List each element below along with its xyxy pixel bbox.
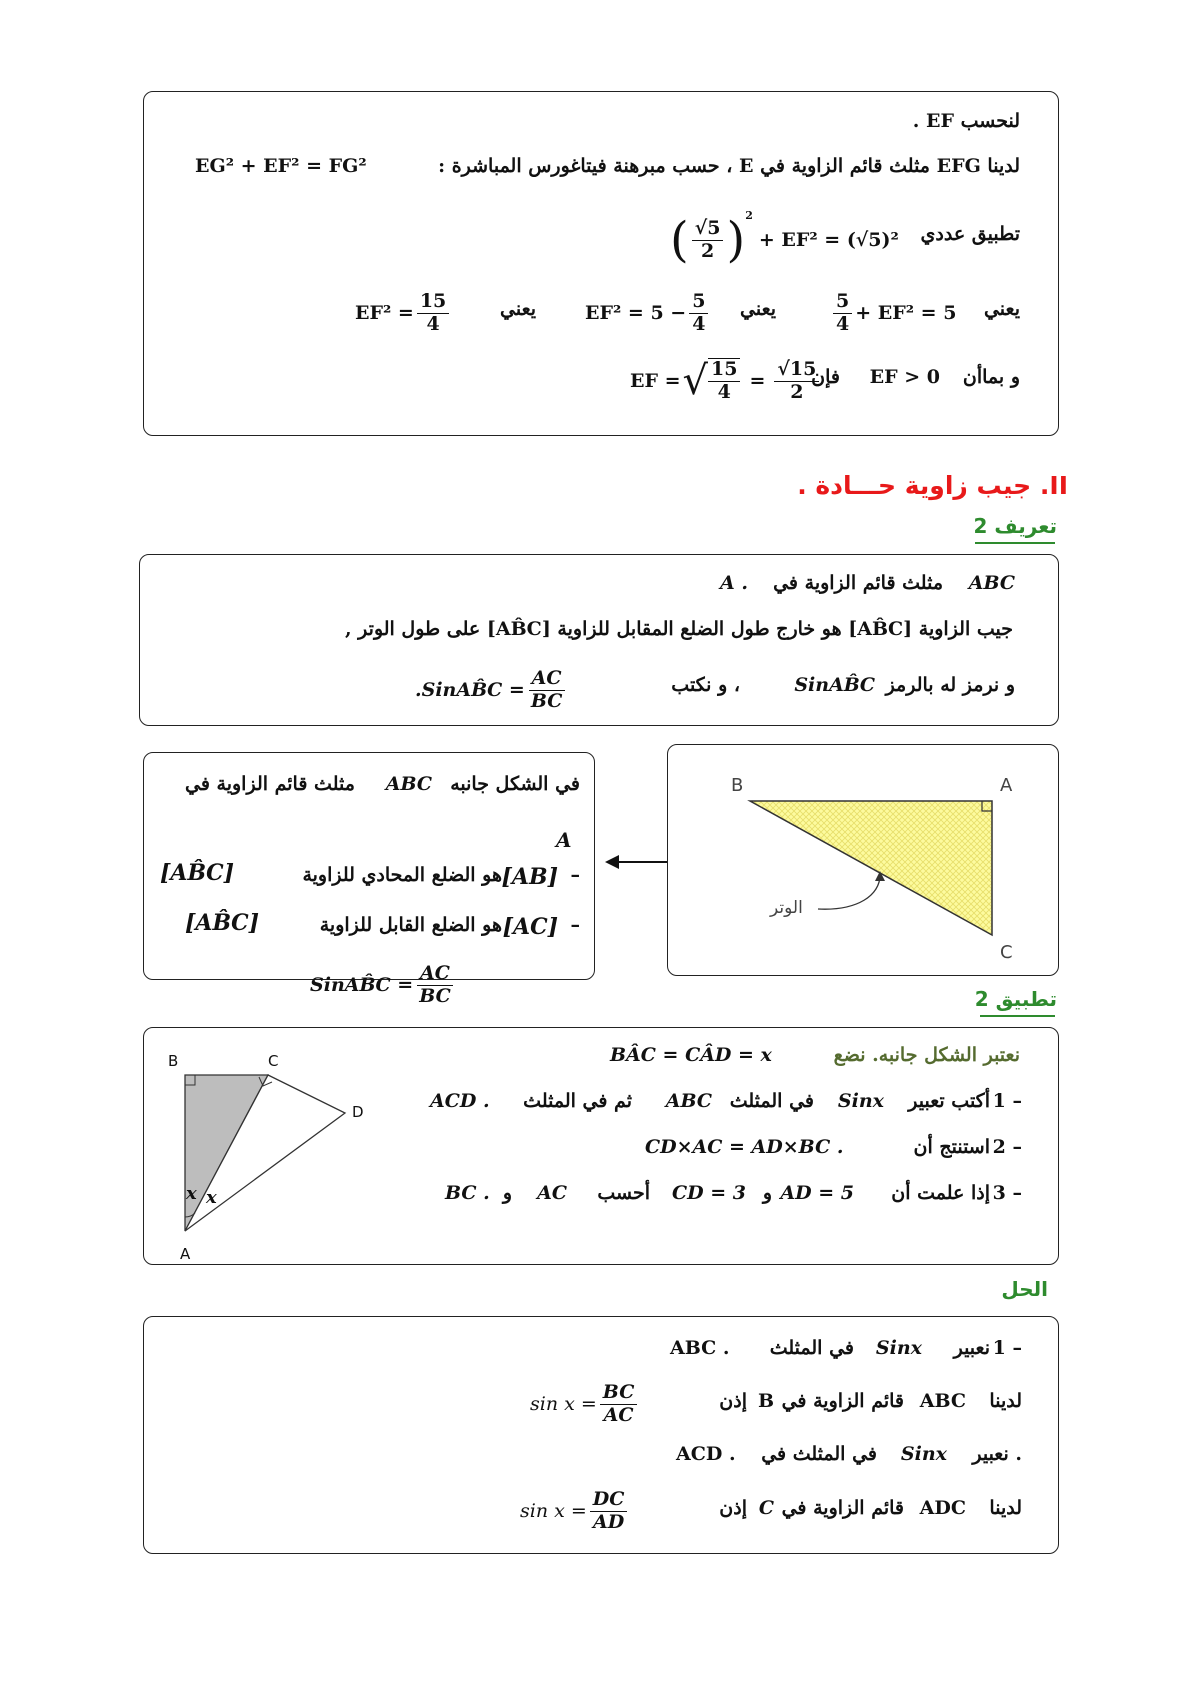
expl-sin-formula: SinAB̂C = $\frac{AC}{BC}$ <box>310 955 457 1015</box>
q1-sin: Sinx <box>837 1090 884 1112</box>
solution-label: الحل <box>1001 1277 1048 1301</box>
application-underline <box>980 1015 1055 1017</box>
numeric-application-label: تطبيق عددي <box>920 223 1020 245</box>
q3-bc: BC . <box>445 1182 490 1204</box>
fig2-B-label: B <box>168 1052 179 1070</box>
sol-line2: لدينا ABC قائم الزاوية في B إذن sin x = $\frac{BC}{AC}$ <box>530 1373 1022 1435</box>
yani-3: يعني <box>500 298 537 320</box>
def-symbol: SinAB̂C <box>794 674 875 696</box>
eq-b: EF² = 5 − $\frac{5}{4}$ <box>585 283 711 343</box>
expl-text2: مثلث قائم الزاوية في <box>185 773 355 795</box>
def-write-text: ، و نكتب <box>671 674 740 696</box>
section-title: II. جيب زاوية حـــادة . <box>797 471 1068 500</box>
exercise-figure <box>165 1055 385 1255</box>
expl-text1: في الشكل جانبه <box>450 773 580 795</box>
fig2-C-label: C <box>268 1052 279 1070</box>
ef-positive: EF > 0 <box>869 366 940 388</box>
right-triangle-figure <box>668 745 1056 973</box>
box1-line4 <box>350 283 1020 343</box>
sol1-sin: Sinx <box>875 1337 922 1359</box>
opposite-angle: [AB̂C] <box>185 910 259 936</box>
box1-line1: لنحسب EF . <box>912 110 1020 132</box>
def-symbol-text: و نرمز له بالرمز <box>885 674 1015 696</box>
sol1-triangle: ABC . <box>670 1337 730 1359</box>
then-text: فإن <box>811 366 840 388</box>
fig2-D-label: D <box>352 1103 364 1121</box>
expl-line3: – [AB] هو الضلع المحادي للزاوية [AB̂C] <box>160 860 580 890</box>
q1-triangle1: ABC <box>665 1090 712 1112</box>
box1-line5 <box>630 348 1020 414</box>
definition-underline <box>975 542 1055 544</box>
expl-line4: – [AC] هو الضلع القابل للزاوية [AB̂C] <box>185 910 580 940</box>
eq-a: $\frac{5}{4}$ + EF² = 5 <box>830 283 956 343</box>
vertex-C-label: C <box>1000 942 1013 963</box>
yani-1: يعني <box>983 298 1020 320</box>
ex-intro: نعتبر الشكل جانبه. نضع <box>833 1044 1020 1066</box>
opposite-text: هو الضلع القابل للزاوية <box>319 914 502 936</box>
sol-line4: لدينا ADC قائم الزاوية في C إذن sin x = $\frac{DC}{AD}$ <box>520 1480 1022 1542</box>
definition-label: تعريف 2 <box>973 514 1057 538</box>
def-formula: .SinAB̂C = $\frac{AC}{BC}$ <box>415 660 568 720</box>
q1-triangle2: ACD . <box>430 1090 490 1112</box>
pythagoras-equation: EG² + EF² = FG² <box>195 155 367 177</box>
q3-ac: AC <box>537 1182 567 1204</box>
fig2-angle-x2: x <box>206 1187 217 1208</box>
def-text1: مثلث قائم الزاوية في <box>773 572 943 594</box>
eq-c: EF² = $\frac{15}{4}$ <box>355 283 452 343</box>
since-text: و بماأن <box>962 366 1020 388</box>
opposite-side: [AC] <box>502 914 558 940</box>
def-triangle: ABC <box>968 572 1015 594</box>
def-line2: جيب الزاوية [AB̂C] هو خارج طول الضلع المقابل للزاوية [AB̂C] على طول الوتر , <box>344 618 1013 640</box>
q3-cd: CD = 3 <box>672 1182 746 1204</box>
fig2-A-label: A <box>180 1245 191 1263</box>
numeric-equation: ( $\frac{√5}{2}$ ) 2 + EF² = (√5)² <box>670 209 899 268</box>
def-line3 <box>415 660 1015 720</box>
expl-triangle: ABC <box>385 773 432 795</box>
ex-angle-equality: BÂC = CÂD = x <box>610 1044 772 1066</box>
pythagoras-text: لدينا EFG مثلث قائم الزاوية في E ، حسب مبرهنة فيتاغورس المباشرة : <box>438 155 1020 177</box>
sol-sinx-dc-ad: sin x = $\frac{DC}{AD}$ <box>520 1480 630 1542</box>
fig2-angle-x1: x <box>186 1183 197 1204</box>
expl-line2: A <box>556 828 572 852</box>
q2-equation: CD×AC = AD×BC . <box>645 1136 844 1158</box>
box1-line3 <box>670 205 1020 275</box>
adjacent-angle: [AB̂C] <box>160 860 234 886</box>
hypotenuse-label: الوتر <box>770 898 803 918</box>
sol-sinx-bc-ac: sin x = $\frac{BC}{AC}$ <box>530 1373 640 1435</box>
adjacent-side: [AB] <box>501 864 558 890</box>
yani-2: يعني <box>740 298 777 320</box>
q3-ad: AD = 5 <box>780 1182 854 1204</box>
arrow-left-icon <box>605 852 670 872</box>
vertex-A-label: A <box>1000 775 1013 796</box>
vertex-B-label: B <box>731 775 744 796</box>
def-point: A . <box>720 572 748 594</box>
ef-result: EF = √ $\frac{15}{4}$ = $\frac{√15}{2}$ <box>630 348 822 414</box>
application-label: تطبيق 2 <box>974 987 1057 1011</box>
adjacent-text: هو الضلع المحادي للزاوية <box>302 864 502 886</box>
